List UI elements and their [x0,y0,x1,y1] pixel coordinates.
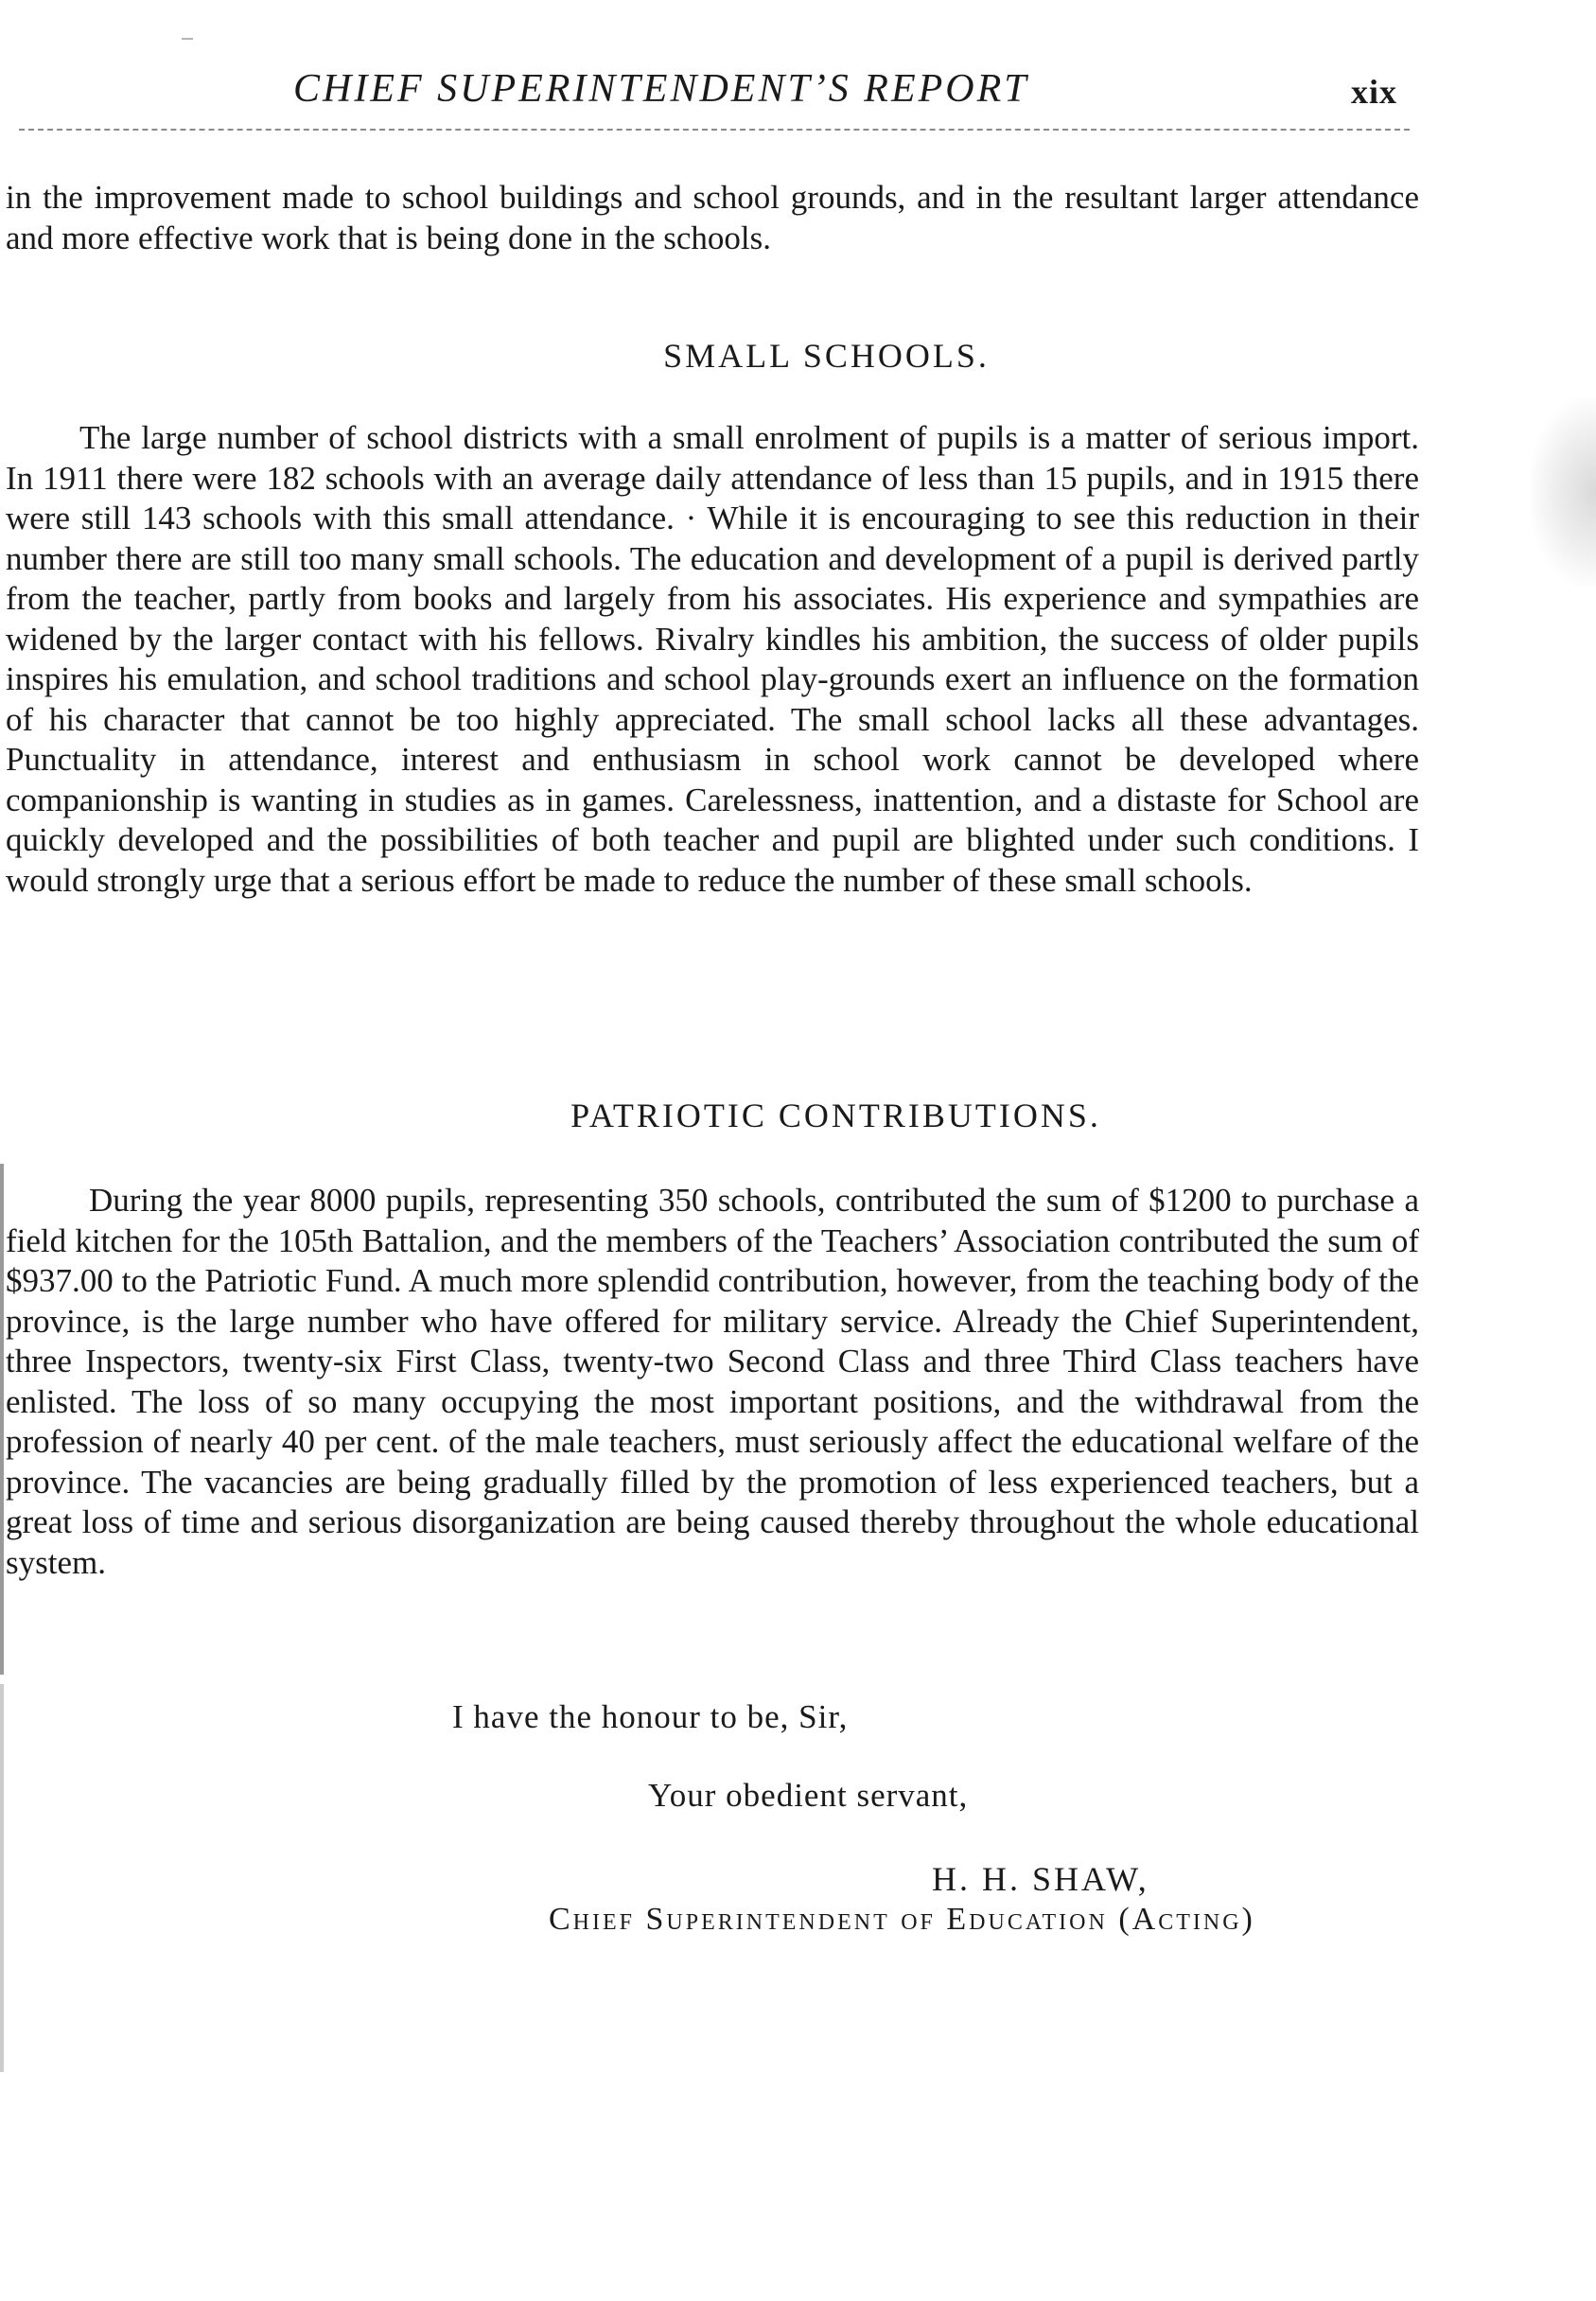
closing-valediction: Your obedient servant, [648,1777,969,1814]
paragraph-continuation: in the improvement made to school buildings and school grounds, and in the resultant larger attendance and more effective work that is being done in the schools. [6,179,1419,256]
page-number: xix [1351,73,1398,111]
running-header [0,66,1596,132]
running-header-title: CHIEF SUPERINTENDENT’S REPORT [293,67,1029,111]
paragraph-patriotic-contributions: During the year 8000 pupils, representing 350 schools, contributed the sum of $1200 to purchase a field kitchen for the 105th Battalion, and the members of the Teachers’ Association contributed the sum of $937.00 to the Patriotic Fund. A much more splendid contribution, however, from the teaching body of the province, is the large number who have offered for military service. Already the Chief Superintendent, three Inspectors, twenty-six First Class, twenty-two Second Class and three Third Class teachers have enlisted. The loss of so many occupying the most important positions, and the withdrawal from the profession of nearly 40 per cent. of the male teachers, must seriously affect the educational welfare of the province. The vacancies are being gradually filled by the promotion of less experienced teachers, but a great loss of time and serious disorganization are being caused thereby throughout the whole educational system. [6,1182,1419,1581]
paragraph-small-schools: The large number of school districts with a small enrolment of pupils is a matter of serious import. In 1911 there were 182 schools with an average daily attendance of less than 15 pupils, and in 1915 there were still 143 schools with this small attendance. · While it is encouraging to see this reduction in their number there are still too many small schools. The education and development of a pupil is derived partly from the teacher, partly from books and largely from his associates. His experience and sympathies are widened by the larger contact with his fellows. Rivalry kindles his ambition, the success of older pupils inspires his emulation, and school traditions and school play-grounds exert an influence on the formation of his character that cannot be too highly appreciated. The small school lacks all these advantages. Punctuality in attendance, interest and enthusiasm in school work cannot be developed where companionship is wanting in studies as in games. Carelessness, inattention, and a distaste for School are quickly developed and the possibilities of both teacher and pupil are blighted under such conditions. I would strongly urge that a serious effort be made to reduce the number of these small schools. [6,419,1419,899]
signature-name: H. H. SHAW, [932,1860,1149,1898]
binding-margin-mark [0,1164,4,1675]
header-rule [19,129,1410,131]
section-heading-small-schools: SMALL SCHOOLS. [663,337,990,375]
signature-title: Chief Superintendent of Education (Acting) [549,1902,1255,1937]
closing-salutation: I have the honour to be, Sir, [452,1698,849,1735]
section-heading-patriotic-contributions: PATRIOTIC CONTRIBUTIONS. [570,1097,1101,1134]
page-edge-shadow [1530,397,1596,587]
binding-margin-mark [0,1684,4,2072]
scan-speck [182,38,193,40]
